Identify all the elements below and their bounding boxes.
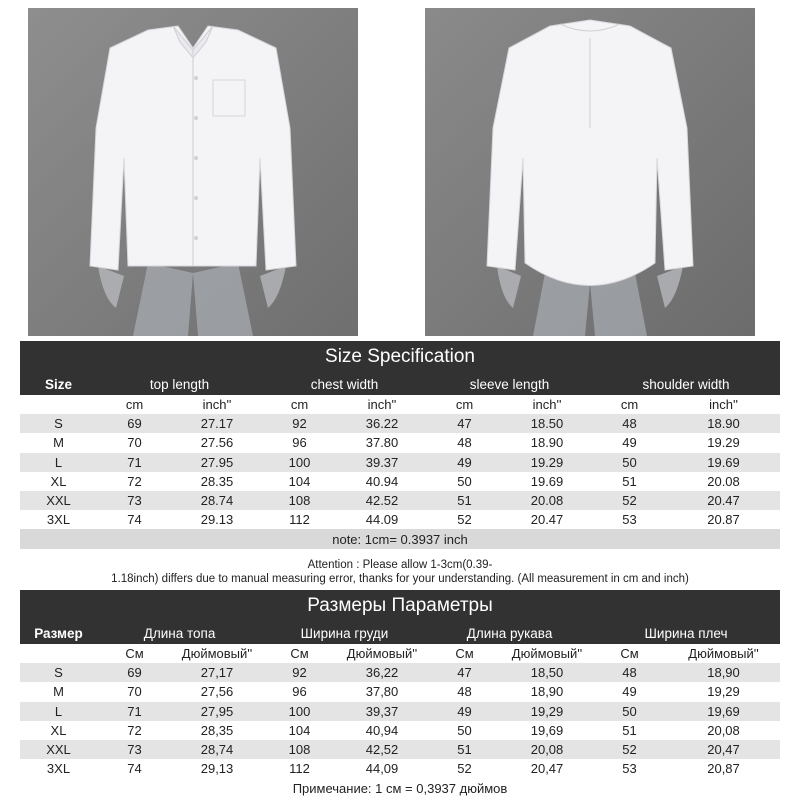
table-row (20, 759, 780, 778)
value-cell: 39,37 (337, 702, 427, 721)
value-cell: 37,80 (337, 682, 427, 701)
value-cell: 27,17 (172, 663, 262, 682)
value-cell: 100 (262, 453, 337, 472)
value-cell: 20.08 (667, 472, 780, 491)
value-cell: 27.95 (172, 453, 262, 472)
value-cell: 18,90 (502, 682, 592, 701)
value-cell: 92 (262, 663, 337, 682)
units-row-ru (20, 644, 780, 663)
value-cell: 20,47 (667, 740, 780, 759)
value-cell: 27,56 (172, 682, 262, 701)
unit-inch: inch'' (172, 395, 262, 414)
chest-width-header: chest width (310, 376, 379, 392)
value-cell: 20,47 (502, 759, 592, 778)
table-row (20, 472, 780, 491)
unit-cm: См (262, 644, 337, 663)
size-cell: L (20, 702, 97, 721)
value-cell: 73 (97, 740, 172, 759)
value-cell: 49 (592, 682, 667, 701)
units-blank (20, 395, 97, 414)
value-cell: 20,87 (667, 759, 780, 778)
value-cell: 70 (97, 682, 172, 701)
table-row (20, 663, 780, 682)
chest-width-header-ru: Ширина груди (300, 625, 389, 641)
size-column-header-ru: Размер (34, 625, 83, 641)
value-cell: 52 (592, 740, 667, 759)
unit-cm: См (592, 644, 667, 663)
value-cell: 49 (592, 433, 667, 452)
value-cell: 19.29 (667, 433, 780, 452)
value-cell: 96 (262, 682, 337, 701)
table-row (20, 433, 780, 452)
size-cell: XL (20, 472, 97, 491)
value-cell: 69 (97, 663, 172, 682)
value-cell: 20,08 (667, 721, 780, 740)
spec-rows-en (20, 414, 780, 529)
value-cell: 73 (97, 491, 172, 510)
spec-header-row-ru (20, 622, 780, 644)
value-cell: 19,29 (502, 702, 592, 721)
value-cell: 36.22 (337, 414, 427, 433)
value-cell: 19,29 (667, 682, 780, 701)
table-row (20, 740, 780, 759)
size-cell: M (20, 682, 97, 701)
value-cell: 104 (262, 472, 337, 491)
value-cell: 48 (427, 433, 502, 452)
value-cell: 52 (427, 759, 502, 778)
size-cell: 3XL (20, 510, 97, 529)
value-cell: 18.90 (502, 433, 592, 452)
value-cell: 27.56 (172, 433, 262, 452)
spec-title-ru: Размеры Параметры (20, 590, 780, 622)
size-column-header: Size (44, 376, 72, 392)
value-cell: 96 (262, 433, 337, 452)
top-length-header-ru: Длина топа (143, 625, 216, 641)
shirt-front-image (28, 8, 358, 336)
unit-cm: cm (97, 395, 172, 414)
value-cell: 49 (427, 702, 502, 721)
value-cell: 104 (262, 721, 337, 740)
value-cell: 50 (427, 721, 502, 740)
size-cell: S (20, 663, 97, 682)
value-cell: 29,13 (172, 759, 262, 778)
value-cell: 20.87 (667, 510, 780, 529)
value-cell: 51 (427, 491, 502, 510)
value-cell: 19.69 (502, 472, 592, 491)
units-row (20, 395, 780, 414)
value-cell: 19,69 (667, 702, 780, 721)
value-cell: 48 (427, 682, 502, 701)
spec-table-ru (20, 622, 780, 778)
size-cell: XL (20, 721, 97, 740)
size-cell: M (20, 433, 97, 452)
value-cell: 18,90 (667, 663, 780, 682)
value-cell: 20.08 (502, 491, 592, 510)
value-cell: 28,35 (172, 721, 262, 740)
table-row (20, 702, 780, 721)
unit-inch: inch'' (667, 395, 780, 414)
value-cell: 74 (97, 510, 172, 529)
value-cell: 27,95 (172, 702, 262, 721)
attention-line-2: 1.18inch) differs due to manual measuring error, thanks for your understanding. (All measurement in cm and inch) (111, 573, 689, 585)
value-cell: 18.50 (502, 414, 592, 433)
value-cell: 50 (427, 472, 502, 491)
back-product-photo (425, 8, 755, 336)
table-row (20, 721, 780, 740)
value-cell: 51 (592, 721, 667, 740)
value-cell: 71 (97, 453, 172, 472)
value-cell: 72 (97, 721, 172, 740)
value-cell: 18.90 (667, 414, 780, 433)
value-cell: 112 (262, 759, 337, 778)
unit-cm: cm (427, 395, 502, 414)
value-cell: 52 (427, 510, 502, 529)
spec-table-en (20, 373, 780, 529)
value-cell: 51 (592, 472, 667, 491)
size-cell: 3XL (20, 759, 97, 778)
value-cell: 48 (592, 663, 667, 682)
sleeve-length-header-ru: Длина рукава (466, 625, 553, 641)
value-cell: 92 (262, 414, 337, 433)
value-cell: 19.29 (502, 453, 592, 472)
value-cell: 71 (97, 702, 172, 721)
table-row (20, 414, 780, 433)
shoulder-width-header-ru: Ширина плеч (644, 625, 728, 641)
value-cell: 100 (262, 702, 337, 721)
value-cell: 44,09 (337, 759, 427, 778)
value-cell: 44.09 (337, 510, 427, 529)
value-cell: 69 (97, 414, 172, 433)
table-row (20, 491, 780, 510)
units-blank (20, 644, 97, 663)
value-cell: 37.80 (337, 433, 427, 452)
size-cell: XXL (20, 740, 97, 759)
value-cell: 40,94 (337, 721, 427, 740)
value-cell: 28,74 (172, 740, 262, 759)
spec-rows-ru (20, 663, 780, 778)
size-cell: L (20, 453, 97, 472)
value-cell: 47 (427, 663, 502, 682)
unit-cm: См (97, 644, 172, 663)
value-cell: 36,22 (337, 663, 427, 682)
size-specification-table (20, 341, 780, 549)
top-length-header: top length (149, 376, 210, 392)
spec-header-row (20, 373, 780, 395)
value-cell: 40.94 (337, 472, 427, 491)
value-cell: 47 (427, 414, 502, 433)
table-row (20, 453, 780, 472)
conversion-note-ru: Примечание: 1 см = 0,3937 дюймов (20, 778, 780, 798)
value-cell: 18,50 (502, 663, 592, 682)
value-cell: 50 (592, 453, 667, 472)
value-cell: 51 (427, 740, 502, 759)
value-cell: 42,52 (337, 740, 427, 759)
unit-cm: cm (592, 395, 667, 414)
value-cell: 19,69 (502, 721, 592, 740)
value-cell: 29.13 (172, 510, 262, 529)
value-cell: 52 (592, 491, 667, 510)
unit-cm: cm (262, 395, 337, 414)
attention-line-1: Attention : Please allow 1-3cm(0.39- (307, 559, 493, 571)
value-cell: 28.74 (172, 491, 262, 510)
value-cell: 20.47 (667, 491, 780, 510)
value-cell: 70 (97, 433, 172, 452)
unit-inch: inch'' (502, 395, 592, 414)
unit-inch: Дюймовый'' (337, 644, 427, 663)
unit-inch: Дюймовый'' (502, 644, 592, 663)
value-cell: 42.52 (337, 491, 427, 510)
size-cell: S (20, 414, 97, 433)
unit-cm: См (427, 644, 502, 663)
table-row (20, 510, 780, 529)
attention-note (20, 558, 780, 586)
size-specification-table-ru (20, 590, 780, 798)
value-cell: 50 (592, 702, 667, 721)
value-cell: 20,08 (502, 740, 592, 759)
value-cell: 108 (262, 740, 337, 759)
size-cell: XXL (20, 491, 97, 510)
value-cell: 108 (262, 491, 337, 510)
value-cell: 72 (97, 472, 172, 491)
value-cell: 48 (592, 414, 667, 433)
spec-title: Size Specification (20, 341, 780, 373)
value-cell: 20.47 (502, 510, 592, 529)
value-cell: 39.37 (337, 453, 427, 472)
shoulder-width-header: shoulder width (642, 376, 730, 392)
front-product-photo (28, 8, 358, 336)
value-cell: 53 (592, 759, 667, 778)
unit-inch: Дюймовый'' (667, 644, 780, 663)
value-cell: 28.35 (172, 472, 262, 491)
value-cell: 53 (592, 510, 667, 529)
sleeve-length-header: sleeve length (469, 376, 550, 392)
shirt-back-image (425, 8, 755, 336)
value-cell: 49 (427, 453, 502, 472)
value-cell: 112 (262, 510, 337, 529)
value-cell: 27.17 (172, 414, 262, 433)
unit-inch: inch'' (337, 395, 427, 414)
table-row (20, 682, 780, 701)
value-cell: 19.69 (667, 453, 780, 472)
conversion-note: note: 1cm= 0.3937 inch (20, 529, 780, 549)
value-cell: 74 (97, 759, 172, 778)
unit-inch: Дюймовый'' (172, 644, 262, 663)
